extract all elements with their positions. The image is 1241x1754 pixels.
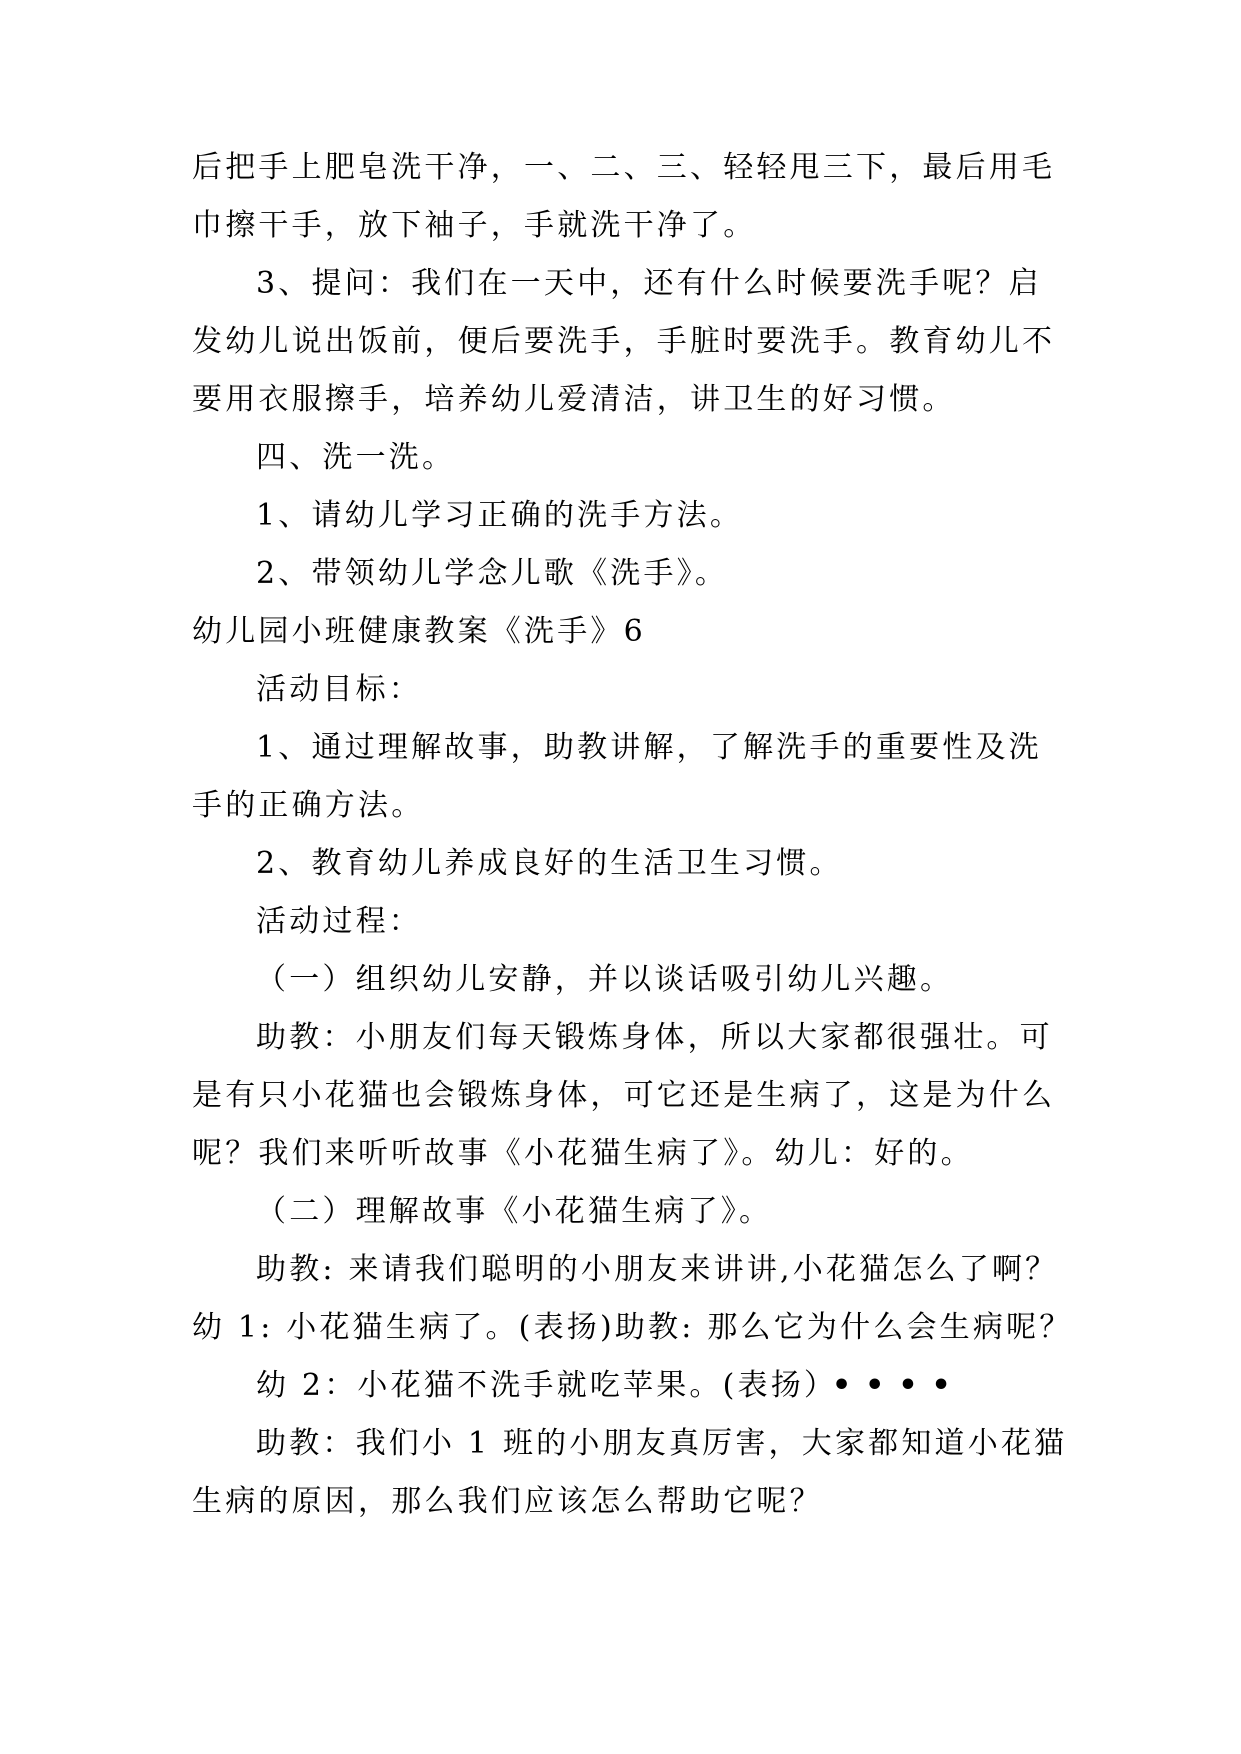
paragraph-line: 3、提问：我们在一天中，还有什么时候要洗手呢？启 [256, 266, 1042, 301]
paragraph-line: 要用衣服擦手，培养幼儿爱清洁，讲卫生的好习惯。 [192, 382, 956, 417]
paragraph-line: 巾擦干手，放下袖子，手就洗干净了。 [192, 208, 757, 243]
paragraph-line: 助教: 来请我们聪明的小朋友来讲讲,小花猫怎么了啊？ [256, 1252, 1059, 1287]
paragraph-line: 2、带领幼儿学念儿歌《洗手》。 [256, 556, 729, 591]
paragraph-line: 后把手上肥皂洗干净，一、二、三、轻轻甩三下，最后用毛 [192, 150, 1056, 185]
section-heading: 活动目标： [256, 672, 422, 707]
paragraph-line: 是有只小花猫也会锻炼身体，可它还是生病了，这是为什么 [192, 1078, 1056, 1113]
paragraph-line: 生病的原因，那么我们应该怎么帮助它呢？ [192, 1484, 823, 1519]
paragraph-line: 手的正确方法。 [192, 788, 425, 823]
paragraph-line: 助教：我们小 1 班的小朋友真厉害，大家都知道小花猫 [256, 1426, 1068, 1461]
paragraph-line: 2、教育幼儿养成良好的生活卫生习惯。 [256, 846, 843, 881]
paragraph-line: （二）理解故事《小花猫生病了》。 [256, 1194, 773, 1229]
ellipsis-dots: •••• [832, 1368, 965, 1403]
paragraph-line: 幼 2：小花猫不洗手就吃苹果。(表扬） [256, 1368, 838, 1403]
paragraph-line: （一）组织幼儿安静，并以谈话吸引幼儿兴趣。 [256, 962, 954, 997]
document-title: 幼儿园小班健康教案《洗手》6 [192, 614, 646, 649]
paragraph-line: 幼 1: 小花猫生病了。(表扬)助教: 那么它为什么会生病呢？ [192, 1310, 1073, 1345]
section-heading: 活动过程： [256, 904, 422, 939]
paragraph-line: 呢？我们来听听故事《小花猫生病了》。幼儿：好的。 [192, 1136, 974, 1171]
paragraph-line: 助教：小朋友们每天锻炼身体，所以大家都很强壮。可 [256, 1020, 1053, 1055]
section-heading: 四、洗一洗。 [256, 440, 456, 475]
paragraph-line: 发幼儿说出饭前，便后要洗手，手脏时要洗手。教育幼儿不 [192, 324, 1056, 359]
paragraph-line: 1、请幼儿学习正确的洗手方法。 [256, 498, 744, 533]
paragraph-line: 1、通过理解故事，助教讲解，了解洗手的重要性及洗 [256, 730, 1042, 765]
